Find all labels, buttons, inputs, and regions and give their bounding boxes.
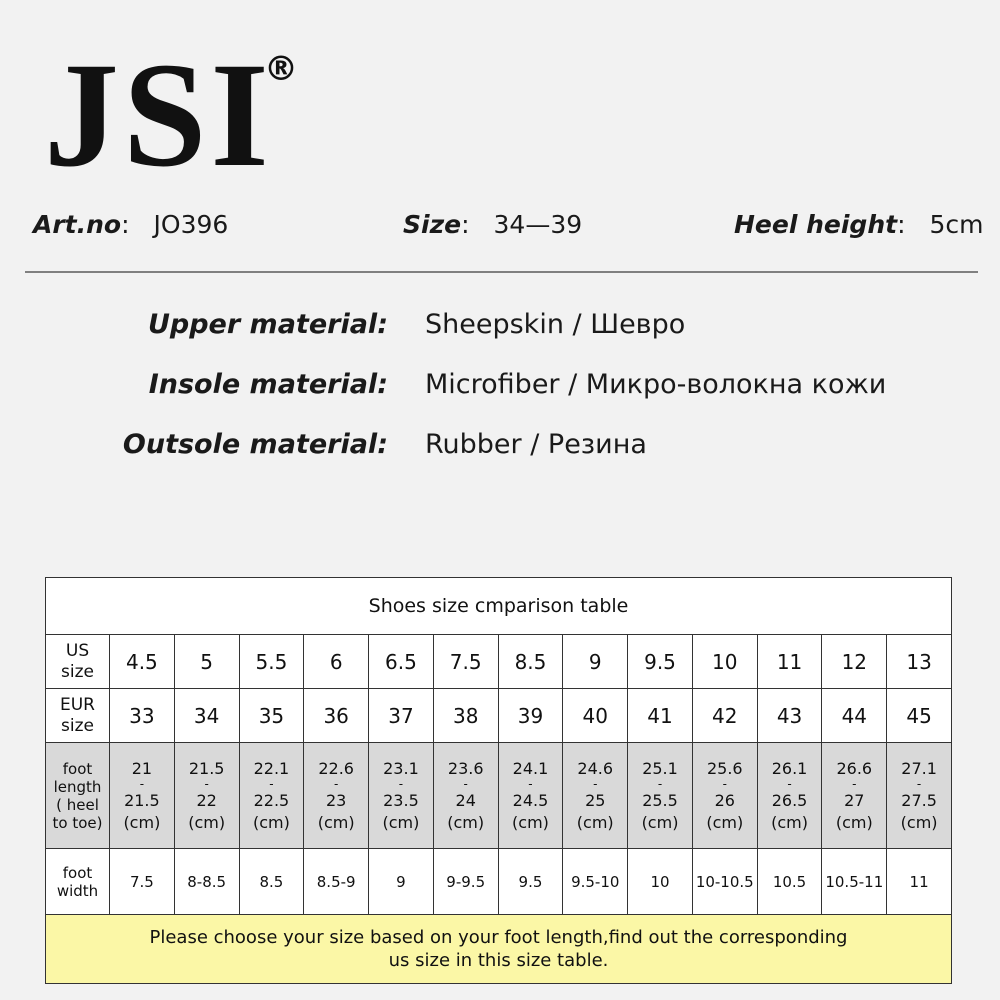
foot-length-cell: 23.6 - 24 (cm): [433, 743, 498, 849]
material-label: Upper material: [147, 309, 378, 340]
foot-length-cell: 22.1 - 22.5 (cm): [239, 743, 304, 849]
foot-width-cell: 7.5: [110, 849, 175, 915]
foot-width-cell: 10.5: [757, 849, 822, 915]
us-size-row: [46, 635, 952, 689]
spec-art-value: JO396: [153, 210, 229, 239]
foot-length-cell: 24.6 - 25 (cm): [563, 743, 628, 849]
eur-size-cell: 40: [563, 689, 628, 743]
us-size-cell: 6: [304, 635, 369, 689]
spec-size-label: Size: [403, 210, 462, 239]
foot-width-cell: 10: [628, 849, 693, 915]
size-note-row: [46, 915, 952, 984]
foot-width-cell: 8-8.5: [174, 849, 239, 915]
eur-size-cell: 39: [498, 689, 563, 743]
foot-length-cell: 23.1 - 23.5 (cm): [369, 743, 434, 849]
eur-size-cell: 44: [822, 689, 887, 743]
us-size-cell: 9.5: [628, 635, 693, 689]
foot-length-cell: 26.1 - 26.5 (cm): [757, 743, 822, 849]
material-upper: Upper material: Sheepskin / Шевро: [147, 309, 686, 340]
material-value: Rubber / Резина: [425, 429, 647, 460]
foot-length-cell: 21.5 - 22 (cm): [174, 743, 239, 849]
us-size-cell: 10: [692, 635, 757, 689]
us-size-cell: 5.5: [239, 635, 304, 689]
material-value: Sheepskin / Шевро: [425, 309, 686, 340]
eur-size-cell: 37: [369, 689, 434, 743]
eur-size-cell: 43: [757, 689, 822, 743]
row-label-length: foot length ( heel to toe): [46, 743, 110, 849]
foot-width-cell: 8.5: [239, 849, 304, 915]
brand-name: JSI: [44, 32, 273, 198]
us-size-cell: 12: [822, 635, 887, 689]
material-value: Microfiber / Микро-волокна кожи: [425, 369, 887, 400]
us-size-cell: 5: [174, 635, 239, 689]
foot-length-cell: 21 - 21.5 (cm): [110, 743, 175, 849]
us-size-cell: 6.5: [369, 635, 434, 689]
us-size-cell: 7.5: [433, 635, 498, 689]
table-title: Shoes size cmparison table: [46, 578, 952, 635]
row-label-eur: EUR size: [46, 689, 110, 743]
eur-size-cell: 42: [692, 689, 757, 743]
foot-width-cell: 9-9.5: [433, 849, 498, 915]
spec-art-no: Art.no: JO396: [33, 210, 229, 239]
foot-width-cell: 9.5-10: [563, 849, 628, 915]
foot-width-row: [46, 849, 952, 915]
brand-logo: [44, 32, 302, 198]
eur-size-row: [46, 689, 952, 743]
registered-mark-icon: ®: [264, 49, 302, 89]
eur-size-cell: 34: [174, 689, 239, 743]
spec-size-value: 34—39: [493, 210, 583, 239]
foot-width-cell: 8.5-9: [304, 849, 369, 915]
material-label: Outsole material: [122, 429, 378, 460]
eur-size-cell: 35: [239, 689, 304, 743]
us-size-cell: 13: [887, 635, 952, 689]
spec-art-label: Art.no: [33, 210, 122, 239]
foot-width-cell: 10.5-11: [822, 849, 887, 915]
us-size-cell: 4.5: [110, 635, 175, 689]
foot-width-cell: 9: [369, 849, 434, 915]
material-insole: Insole material: Microfiber / Микро-волокна кожи: [148, 369, 887, 400]
size-note: Please choose your size based on your foot length,find out the corresponding us size in this size table.: [46, 915, 952, 984]
foot-length-cell: 22.6 - 23 (cm): [304, 743, 369, 849]
foot-width-cell: 10-10.5: [692, 849, 757, 915]
us-size-cell: 9: [563, 635, 628, 689]
eur-size-cell: 33: [110, 689, 175, 743]
spec-heel-value: 5cm: [929, 210, 984, 239]
foot-width-cell: 11: [887, 849, 952, 915]
eur-size-cell: 45: [887, 689, 952, 743]
eur-size-cell: 36: [304, 689, 369, 743]
divider: [25, 271, 978, 273]
material-outsole: Outsole material: Rubber / Резина: [122, 429, 647, 460]
eur-size-cell: 41: [628, 689, 693, 743]
us-size-cell: 11: [757, 635, 822, 689]
foot-length-cell: 24.1 - 24.5 (cm): [498, 743, 563, 849]
us-size-cell: 8.5: [498, 635, 563, 689]
foot-length-cell: 27.1 - 27.5 (cm): [887, 743, 952, 849]
size-comparison-table: [45, 577, 952, 984]
spec-size: Size: 34—39: [403, 210, 583, 239]
foot-length-row: [46, 743, 952, 849]
foot-width-cell: 9.5: [498, 849, 563, 915]
material-label: Insole material: [148, 369, 378, 400]
foot-length-cell: 25.1 - 25.5 (cm): [628, 743, 693, 849]
spec-heel-height: Heel height: 5cm: [734, 210, 984, 239]
row-label-width: foot width: [46, 849, 110, 915]
eur-size-cell: 38: [433, 689, 498, 743]
foot-length-cell: 26.6 - 27 (cm): [822, 743, 887, 849]
foot-length-cell: 25.6 - 26 (cm): [692, 743, 757, 849]
spec-heel-label: Heel height: [734, 210, 898, 239]
row-label-us: US size: [46, 635, 110, 689]
